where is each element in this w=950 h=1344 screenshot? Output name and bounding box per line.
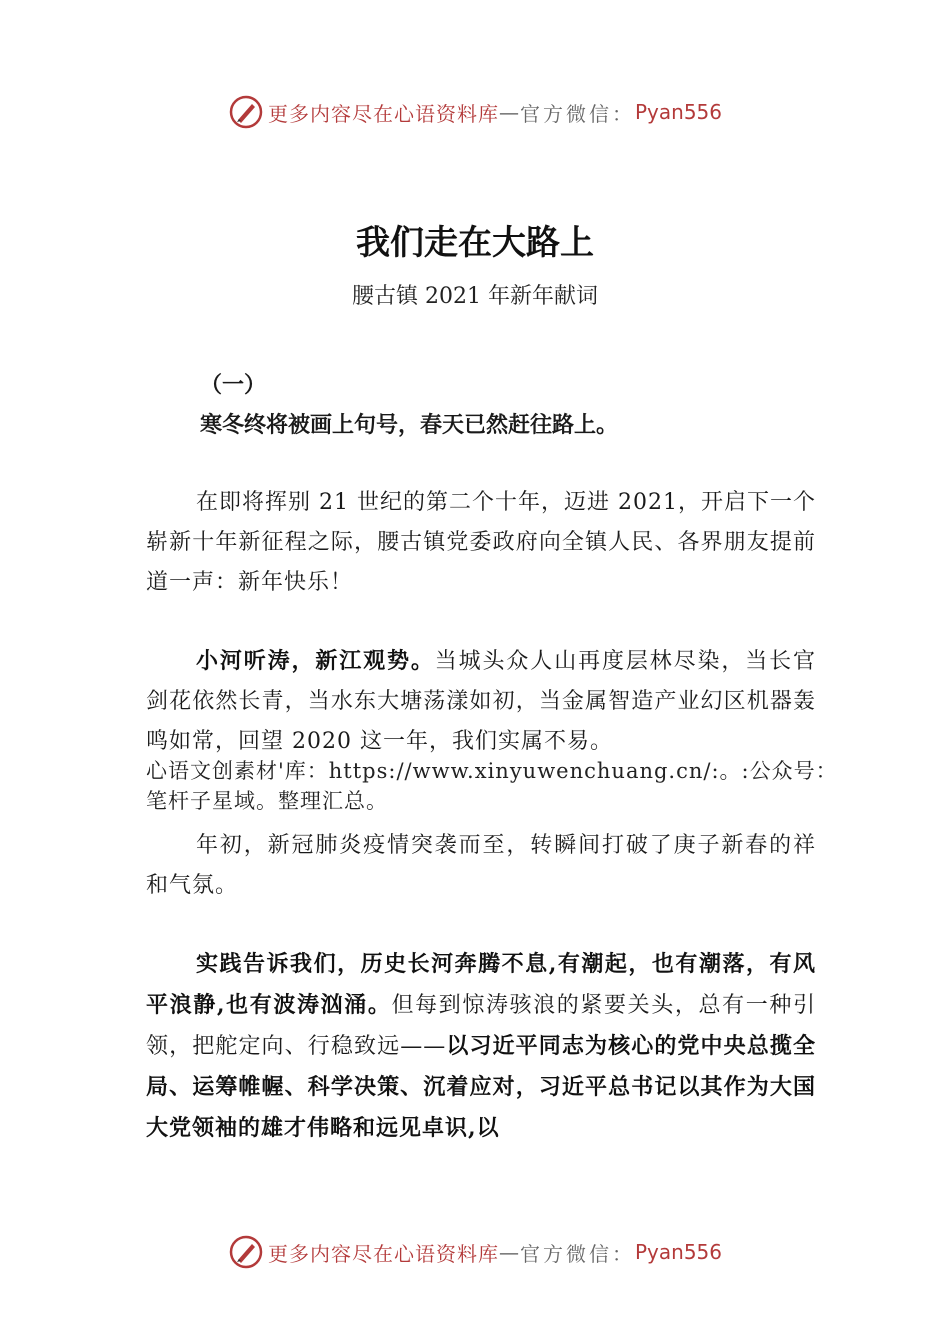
header-watermark-banner: [0, 94, 950, 130]
banner-separator: —: [498, 100, 520, 124]
banner-wechat-id: Pyan556: [634, 100, 722, 124]
banner-text: 更多内容尽在心语资料库: [267, 1241, 499, 1266]
paragraph-2: [146, 641, 816, 762]
paragraph-1: 在即将挥别 21 世纪的第二个十年，迈进 2021，开启下一个崭新十年新征程之际，腰古镇党委政府向全镇人民、各界朋友提前道一声：新年快乐！: [146, 490, 816, 595]
watermark-overlay-text: 心语文创素材'库：https://www.xinyuwenchuang.cn/:。:公众号：笔杆子星域。整理汇总。: [146, 759, 838, 813]
lead-sentence: 寒冬终将被画上句号，春天已然赶往路上。: [200, 412, 619, 438]
banner-wechat-label: 官方微信：: [519, 1241, 635, 1266]
section-heading: （一）: [200, 372, 267, 398]
pen-logo-icon: [228, 1234, 264, 1270]
document-subtitle: 腰古镇 2021 年新年献词: [352, 284, 598, 309]
banner-wechat-id: Pyan556: [634, 1240, 722, 1264]
paragraph-4: [146, 944, 816, 1149]
paragraph-4-text: 但每到惊涛骇浪的紧要关头，总有一种引领，把舵定向、行稳致远——: [146, 993, 816, 1059]
banner-separator: —: [498, 1240, 520, 1264]
footer-watermark-banner: [0, 1234, 950, 1270]
paragraph-3: 年初，新冠肺炎疫情突袭而至，转瞬间打破了庚子新春的祥和气氛。: [146, 833, 816, 898]
banner-text: 更多内容尽在心语资料库: [267, 101, 499, 126]
paragraph-4-bold-1: 实践告诉我们，历史长河奔腾不息,有潮起，也有潮落，有风平浪静,也有波涛汹涌。: [146, 951, 816, 1018]
banner-wechat-label: 官方微信：: [519, 101, 635, 126]
paragraph-2-bold: 小河听涛，新江观势。: [196, 648, 435, 674]
pen-logo-icon: [228, 94, 264, 130]
paragraph-4-bold-2: 以习近平同志为核心的党中央总揽全局、运筹帷幄、科学决策、沉着应对，习近平总书记以其作为大国大党领袖的雄才伟略和远见卓识,以: [146, 1033, 816, 1141]
paragraph-2-text: 当城头众人山再度层林尽染，当长官剑花依然长青，当水东大塘荡漾如初，当金属智造产业幻区机器轰鸣如常，回望 2020 这一年，我们实属不易。: [146, 649, 816, 754]
document-title: 我们走在大路上: [356, 223, 594, 263]
document-body: [146, 365, 838, 1149]
